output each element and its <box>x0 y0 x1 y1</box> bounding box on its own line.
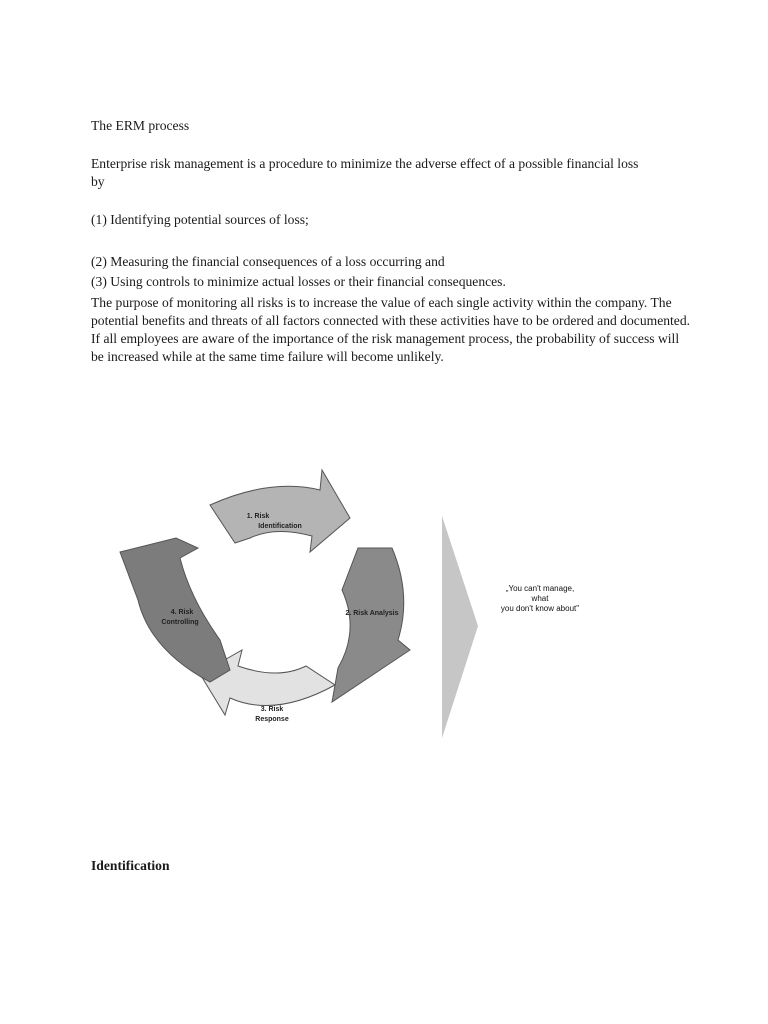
list-item-2: (2) Measuring the financial consequences of a loss occurring and <box>91 254 445 269</box>
list-item-3: (3) Using controls to minimize actual losses or their financial consequences. <box>91 274 506 289</box>
step-1-label-line2: Identification <box>258 523 302 530</box>
step-3-label-line1: 3. Risk <box>260 706 284 713</box>
erm-cycle-diagram <box>110 440 630 760</box>
quote-line-1: „You can't manage, <box>505 584 575 593</box>
quote-line-2: what <box>531 594 549 603</box>
intro-paragraph: Enterprise risk management is a procedure to minimize the adverse effect of a possible financial loss by <box>91 156 639 189</box>
pointer-triangle <box>442 516 478 738</box>
step-3-label-line2: Response <box>255 716 289 723</box>
purpose-paragraph: The purpose of monitoring all risks is to increase the value of each single activity within the company. The potential benefits and threats of all factors connected with these activities have to be ordered and documented. If all employees are aware of the importance of the risk management process, the probability of success will be increased while at the same time failure will become unlikely. <box>91 295 691 364</box>
section-title: Identification <box>91 858 170 873</box>
step-1-arrow <box>210 470 350 552</box>
step-2-label-line1: 2. Risk Analysis <box>345 610 399 617</box>
step-4-label-line1: 4. Risk <box>170 609 194 616</box>
step-1-label-line1: 1. Risk <box>246 513 270 520</box>
quote-line-3: you don't know about" <box>500 604 580 613</box>
step-4-label-line2: Controlling <box>161 619 199 626</box>
step-2-arrow <box>332 548 410 702</box>
document-heading: The ERM process <box>91 118 190 133</box>
list-item-1: (1) Identifying potential sources of loss; <box>91 212 309 227</box>
